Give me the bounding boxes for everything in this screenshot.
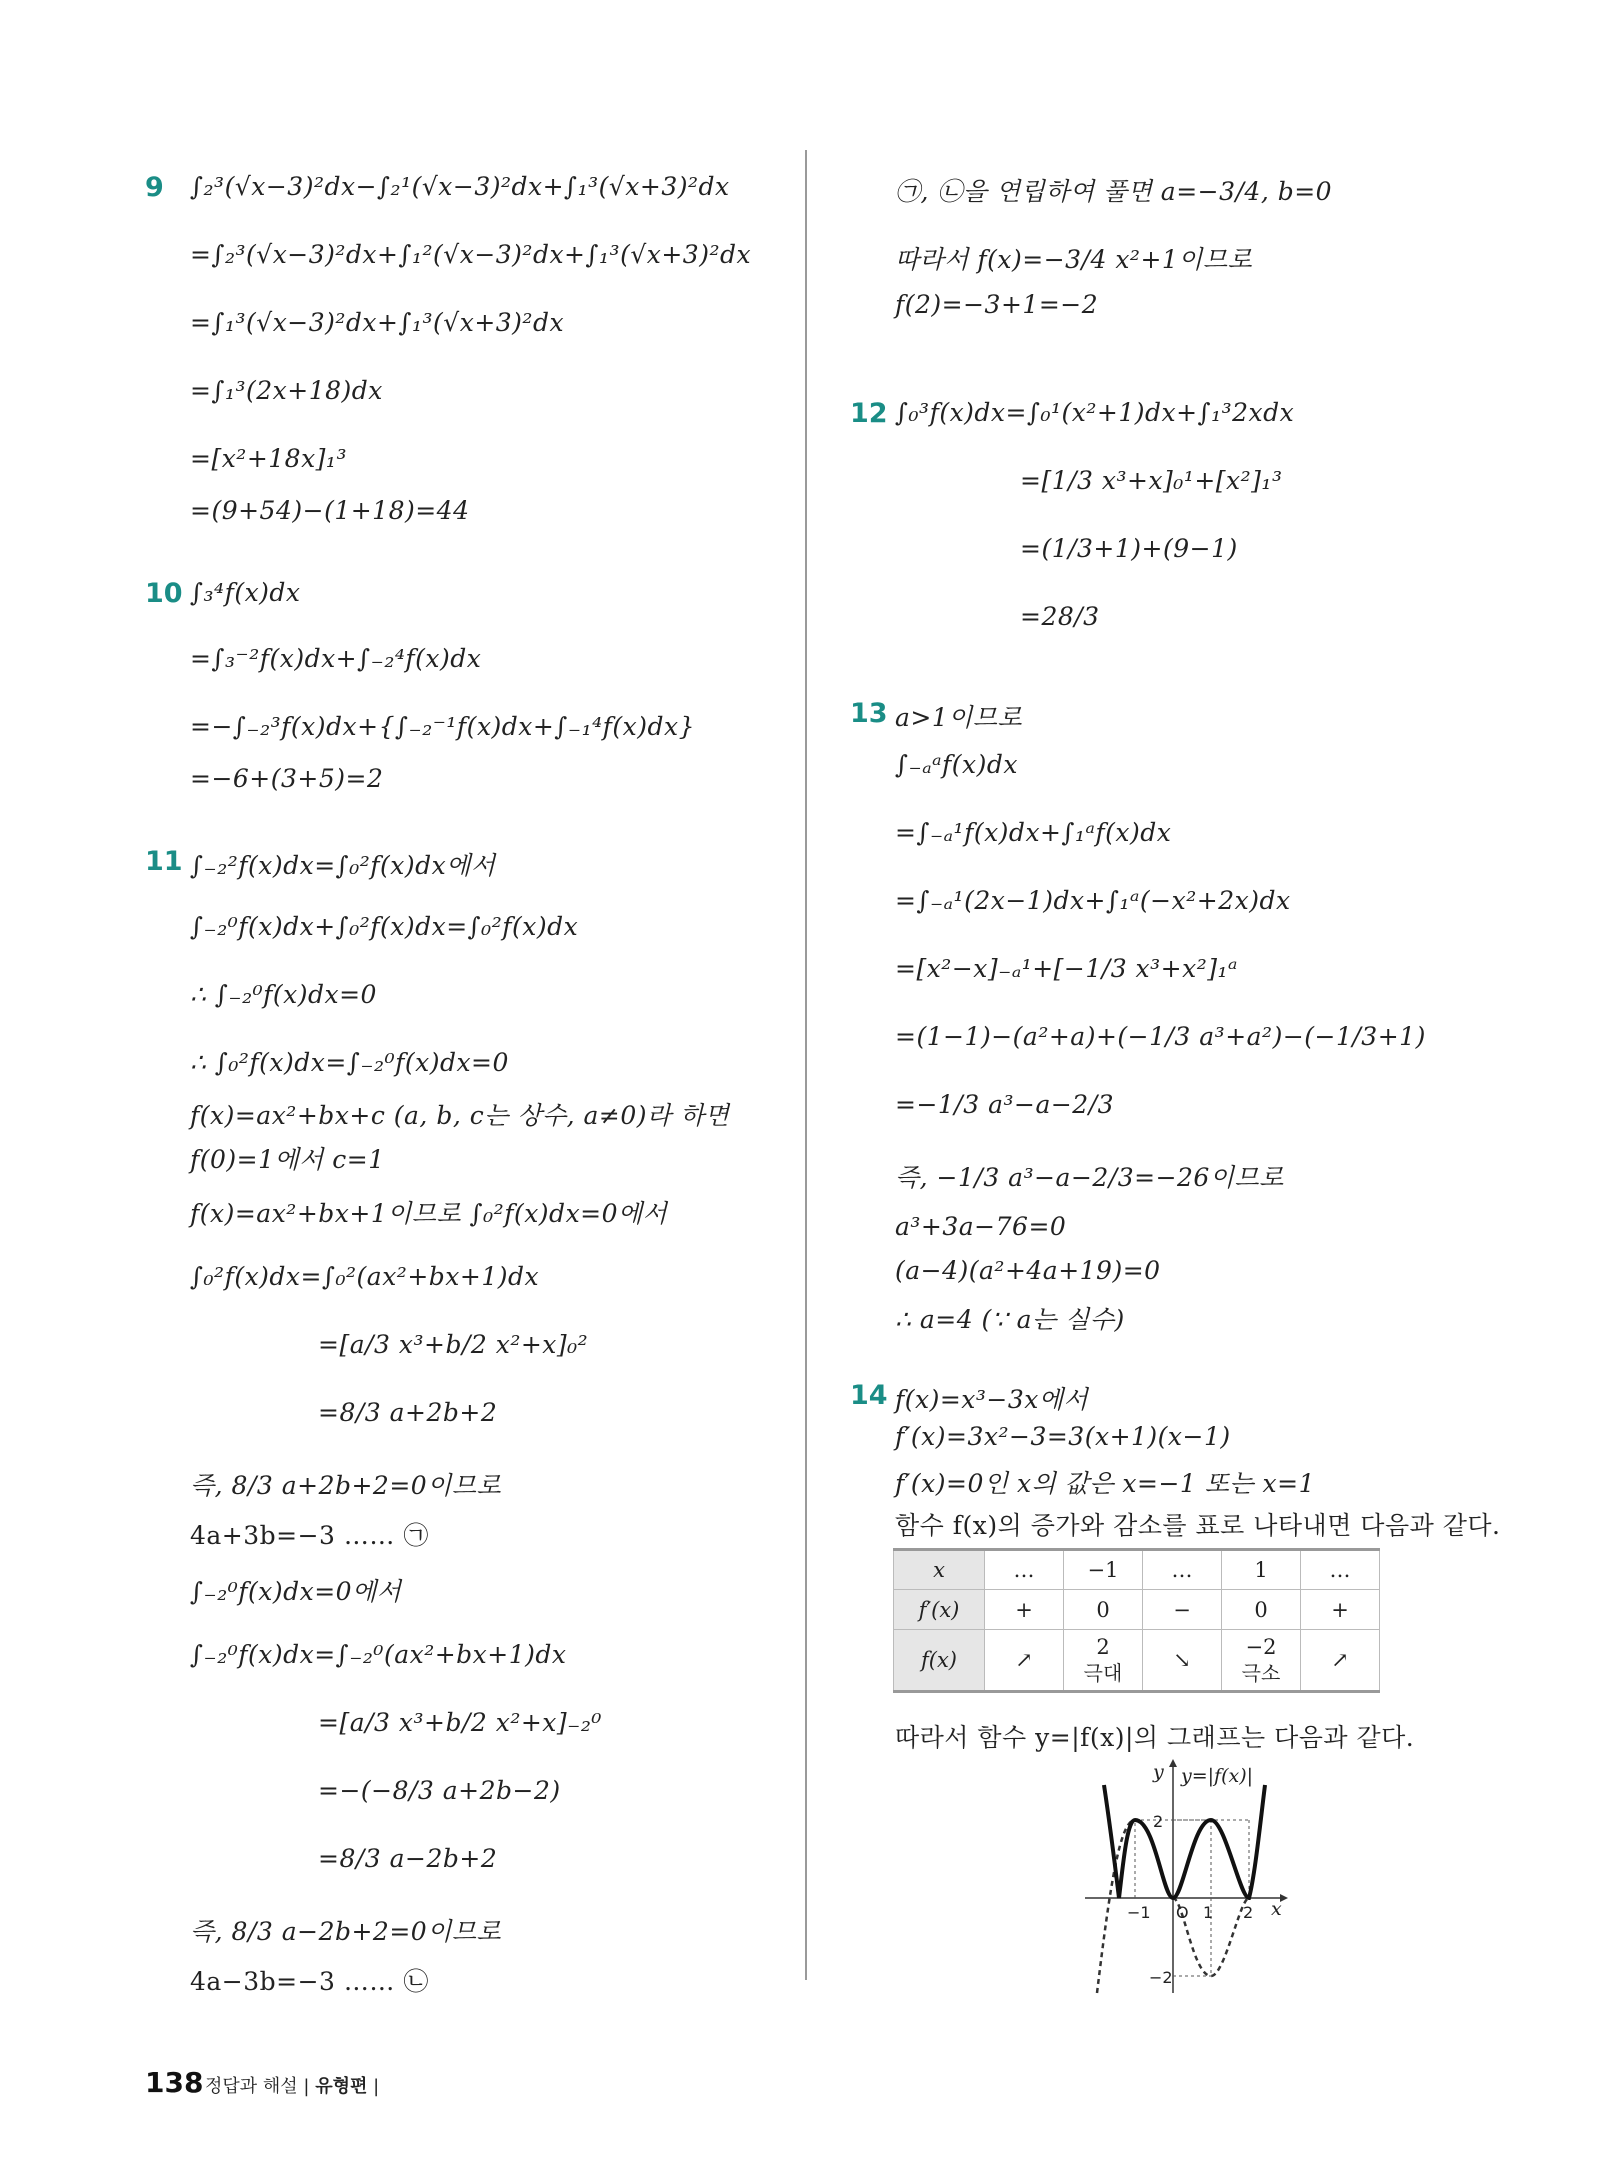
x-axis-label: x — [1271, 1898, 1282, 1920]
problem-number: 14 — [850, 1380, 888, 1411]
table-cell: … — [1301, 1550, 1380, 1590]
tick-label-x: 2 — [1243, 1903, 1254, 1922]
cell-value: −2 — [1245, 1635, 1277, 1659]
equation-line: ∴ ∫₀²f(x)dx=∫₋₂⁰f(x)dx=0 — [190, 1048, 509, 1077]
equation-line: =(1−1)−(a²+a)+(−1/3 a³+a²)−(−1/3+1) — [895, 1022, 1426, 1051]
table-row-head: f′(x) — [894, 1590, 985, 1630]
equation-line: =∫₋ₐ¹f(x)dx+∫₁ᵃf(x)dx — [895, 818, 1172, 847]
equation-line: =[x²+18x]₁³ — [190, 444, 347, 473]
problem-number: 12 — [850, 398, 888, 429]
equation-line: =8/3 a+2b+2 — [318, 1398, 498, 1427]
equation-line: ∫₀²f(x)dx=∫₀²(ax²+bx+1)dx — [190, 1262, 540, 1291]
table-cell: … — [1143, 1550, 1222, 1590]
sign-table — [893, 1548, 1380, 1693]
cell-sub-label: 극대 — [1083, 1661, 1123, 1685]
equation-line: =−1/3 a³−a−2/3 — [895, 1090, 1115, 1119]
book-title: 정답과 해설 — [205, 2076, 298, 2097]
table-cell: ↗ — [1301, 1630, 1380, 1692]
equation-line: ∫₋₂⁰f(x)dx=0에서 — [190, 1577, 402, 1606]
equation-line: =∫₃⁻²f(x)dx+∫₋₂⁴f(x)dx — [190, 644, 482, 673]
equation-line: =−(−8/3 a+2b−2) — [318, 1776, 561, 1805]
equation-line: ∴ ∫₋₂⁰f(x)dx=0 — [190, 980, 377, 1009]
abs-function-graph — [1075, 1755, 1295, 1995]
equation-line: ∫₀³f(x)dx=∫₀¹(x²+1)dx+∫₁³2xdx — [895, 398, 1295, 427]
tick-label-x: −1 — [1127, 1903, 1151, 1922]
section-name: 유형편 — [315, 2076, 368, 2097]
problem-number: 9 — [145, 172, 164, 203]
equation-line: =28/3 — [1020, 602, 1100, 631]
table-row-head: f(x) — [894, 1630, 985, 1692]
equation-line: 따라서 f(x)=−3/4 x²+1이므로 — [895, 245, 1253, 274]
equation-line: ∫₃⁴f(x)dx — [190, 578, 301, 607]
graph-label: y=|f(x)| — [1181, 1765, 1254, 1787]
equation-line: f(x)=ax²+bx+c (a, b, c는 상수, a≠0)라 하면 — [190, 1101, 730, 1130]
problem-number: 13 — [850, 698, 888, 729]
equation-line: ∴ a=4 (∵ a는 실수) — [895, 1305, 1125, 1334]
equation-line: ㉠, ㉡을 연립하여 풀면 a=−3/4, b=0 — [895, 177, 1333, 206]
table-cell: 0 — [1222, 1590, 1301, 1630]
equation-line: 따라서 함수 y=|f(x)|의 그래프는 다음과 같다. — [895, 1723, 1415, 1752]
table-cell — [1064, 1630, 1143, 1692]
equation-line: =∫₁³(√x−3)²dx+∫₁³(√x+3)²dx — [190, 308, 565, 337]
equation-line: ∫₂³(√x−3)²dx−∫₂¹(√x−3)²dx+∫₁³(√x+3)²dx — [190, 172, 730, 201]
y-axis-label: y — [1153, 1761, 1164, 1783]
equation-line: 즉, −1/3 a³−a−2/3=−26이므로 — [895, 1163, 1284, 1192]
equation-line: =(9+54)−(1+18)=44 — [190, 496, 470, 525]
equation-line: 즉, 8/3 a+2b+2=0이므로 — [190, 1471, 502, 1500]
equation-line: =[a/3 x³+b/2 x²+x]₋₂⁰ — [318, 1708, 602, 1737]
table-row — [894, 1550, 1380, 1590]
cell-sub-label: 극소 — [1241, 1661, 1281, 1685]
equation-line: =∫₁³(2x+18)dx — [190, 376, 383, 405]
equation-line: 즉, 8/3 a−2b+2=0이므로 — [190, 1917, 502, 1946]
table-row — [894, 1630, 1380, 1692]
equation-line: f(0)=1에서 c=1 — [190, 1145, 385, 1174]
equation-line: f′(x)=3x²−3=3(x+1)(x−1) — [895, 1422, 1231, 1451]
equation-line: 4a−3b=−3 …… ㉡ — [190, 1967, 429, 1996]
table-cell — [1222, 1630, 1301, 1692]
table-cell: 1 — [1222, 1550, 1301, 1590]
equation-line: 함수 f(x)의 증가와 감소를 표로 나타내면 다음과 같다. — [895, 1511, 1501, 1540]
equation-line: =−∫₋₂³f(x)dx+{∫₋₂⁻¹f(x)dx+∫₋₁⁴f(x)dx} — [190, 712, 695, 741]
equation-line: f(x)=x³−3x에서 — [895, 1385, 1089, 1414]
equation-line: =[1/3 x³+x]₀¹+[x²]₁³ — [1020, 466, 1283, 495]
tick-label-y: 2 — [1153, 1812, 1164, 1831]
table-cell: ↗ — [985, 1630, 1064, 1692]
table-cell: − — [1143, 1590, 1222, 1630]
equation-line: a>1이므로 — [895, 703, 1023, 732]
equation-line: =∫₂³(√x−3)²dx+∫₁²(√x−3)²dx+∫₁³(√x+3)²dx — [190, 240, 752, 269]
equation-line: ∫₋₂⁰f(x)dx=∫₋₂⁰(ax²+bx+1)dx — [190, 1640, 567, 1669]
table-cell: 0 — [1064, 1590, 1143, 1630]
equation-line: =(1/3+1)+(9−1) — [1020, 534, 1238, 563]
problem-number: 11 — [145, 846, 183, 877]
table-row — [894, 1590, 1380, 1630]
footer-label: 정답과 해설 | 유형편 | — [205, 2076, 380, 2097]
equation-line: f(x)=ax²+bx+1이므로 ∫₀²f(x)dx=0에서 — [190, 1199, 668, 1228]
equation-line: 4a+3b=−3 …… ㉠ — [190, 1521, 429, 1550]
equation-line: a³+3a−76=0 — [895, 1212, 1067, 1241]
equation-line: ∫₋₂²f(x)dx=∫₀²f(x)dx에서 — [190, 851, 496, 880]
equation-line: =−6+(3+5)=2 — [190, 764, 384, 793]
y-axis-arrow — [1169, 1759, 1177, 1767]
table-cell: … — [985, 1550, 1064, 1590]
table-cell: + — [985, 1590, 1064, 1630]
problem-number: 10 — [145, 578, 183, 609]
tick-label-x: 1 — [1203, 1903, 1214, 1922]
equation-line: =[a/3 x³+b/2 x²+x]₀² — [318, 1330, 589, 1359]
table-row-head: x — [894, 1550, 985, 1590]
equation-line: (a−4)(a²+4a+19)=0 — [895, 1256, 1161, 1285]
abs-f-curve — [1104, 1785, 1265, 1898]
equation-line: =8/3 a−2b+2 — [318, 1844, 498, 1873]
equation-line: f(2)=−3+1=−2 — [895, 290, 1099, 319]
equation-line: ∫₋ₐᵃf(x)dx — [895, 750, 1018, 779]
equation-line: ∫₋₂⁰f(x)dx+∫₀²f(x)dx=∫₀²f(x)dx — [190, 912, 579, 941]
table-cell: + — [1301, 1590, 1380, 1630]
cell-value: 2 — [1096, 1635, 1110, 1659]
equation-line: f′(x)=0인 x의 값은 x=−1 또는 x=1 — [895, 1469, 1315, 1498]
tick-label-y: −2 — [1149, 1968, 1173, 1987]
table-cell: −1 — [1064, 1550, 1143, 1590]
table-cell: ↘ — [1143, 1630, 1222, 1692]
origin-label: O — [1176, 1903, 1189, 1922]
page-number: 138 — [145, 2066, 204, 2099]
equation-line: =∫₋ₐ¹(2x−1)dx+∫₁ᵃ(−x²+2x)dx — [895, 886, 1291, 915]
equation-line: =[x²−x]₋ₐ¹+[−1/3 x³+x²]₁ᵃ — [895, 954, 1238, 983]
column-divider — [805, 150, 807, 1980]
